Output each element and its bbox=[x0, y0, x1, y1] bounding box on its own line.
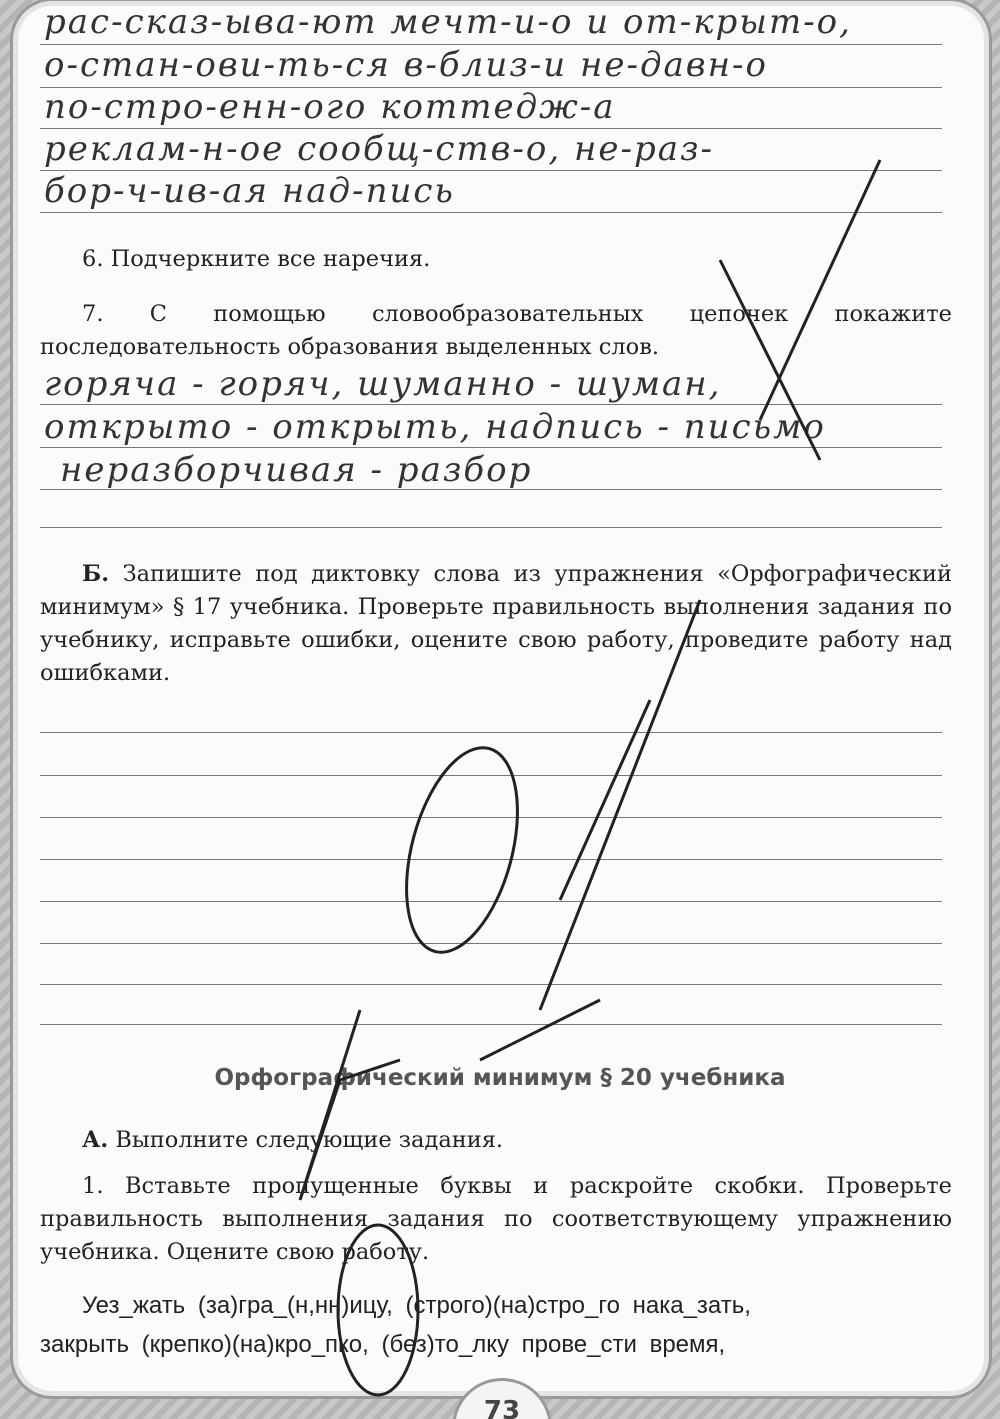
handwritten-line: рас-сказ-ыва-ют мечт-и-о и от-крыт-о, bbox=[44, 2, 852, 42]
ruled-line bbox=[40, 732, 942, 733]
task-b-text: Запишите под диктовку слова из упражнения «Орфографический минимум» § 17 учебника. Проверьте правильность выполнения задания по учебнику, исправьте ошибки, оцените свою работу, проведите работу над ошибками. bbox=[40, 561, 952, 686]
task-1: 1. Вставьте пропущенные буквы и раскройте скобки. Проверьте правильность выполнения задания по соответствующему упражнению учебника. Оцените свою работу. bbox=[40, 1173, 952, 1265]
ruled-line bbox=[40, 984, 942, 985]
handwritten-answer: горяча - горяч, шуманно - шуман, bbox=[44, 364, 722, 404]
handwritten-line: бор-ч-ив-ая над-пись bbox=[44, 171, 455, 211]
task-b bbox=[40, 558, 952, 690]
handwritten-line: реклам-н-ое сообщ-ств-о, не-раз- bbox=[44, 129, 715, 169]
ruled-line bbox=[40, 404, 942, 405]
ruled-line bbox=[40, 859, 942, 860]
exercise-line: закрыть (крепко)(на)кро_пко, (без)то_лку прове_сти время, bbox=[40, 1331, 726, 1358]
exercise-line: Уез_жать (за)гра_(н,нн)ицу, (строго)(на)стро_го нака_зать, bbox=[82, 1292, 751, 1319]
handwritten-answer: неразборчивая - разбор bbox=[60, 450, 533, 490]
task-a-text: Выполните следующие задания. bbox=[115, 1127, 504, 1153]
task-a bbox=[40, 1124, 952, 1157]
handwritten-line: по-стро-енн-ого коттедж-а bbox=[44, 87, 616, 127]
ruled-line bbox=[40, 527, 942, 528]
section-title: Орфографический минимум § 20 учебника bbox=[214, 1065, 786, 1091]
ruled-line bbox=[40, 1024, 942, 1025]
ruled-line bbox=[40, 212, 942, 213]
ruled-line bbox=[40, 447, 942, 448]
handwritten-answer: открыто - открыть, надпись - письмо bbox=[44, 407, 826, 447]
task-6: 6. Подчеркните все наречия. bbox=[82, 246, 431, 272]
handwritten-line: о-стан-ови-ть-ся в-близ-и не-давн-о bbox=[44, 45, 768, 85]
task-a-label: А. bbox=[82, 1127, 109, 1153]
ruled-line bbox=[40, 943, 942, 944]
ruled-line bbox=[40, 775, 942, 776]
ruled-line bbox=[40, 901, 942, 902]
page-number: 73 bbox=[452, 1378, 552, 1419]
task-7: 7. С помощью словообразовательных цепочек покажите последовательность образования выделенных слов. bbox=[40, 301, 952, 360]
ruled-line bbox=[40, 817, 942, 818]
task-b-label: Б. bbox=[82, 561, 110, 587]
